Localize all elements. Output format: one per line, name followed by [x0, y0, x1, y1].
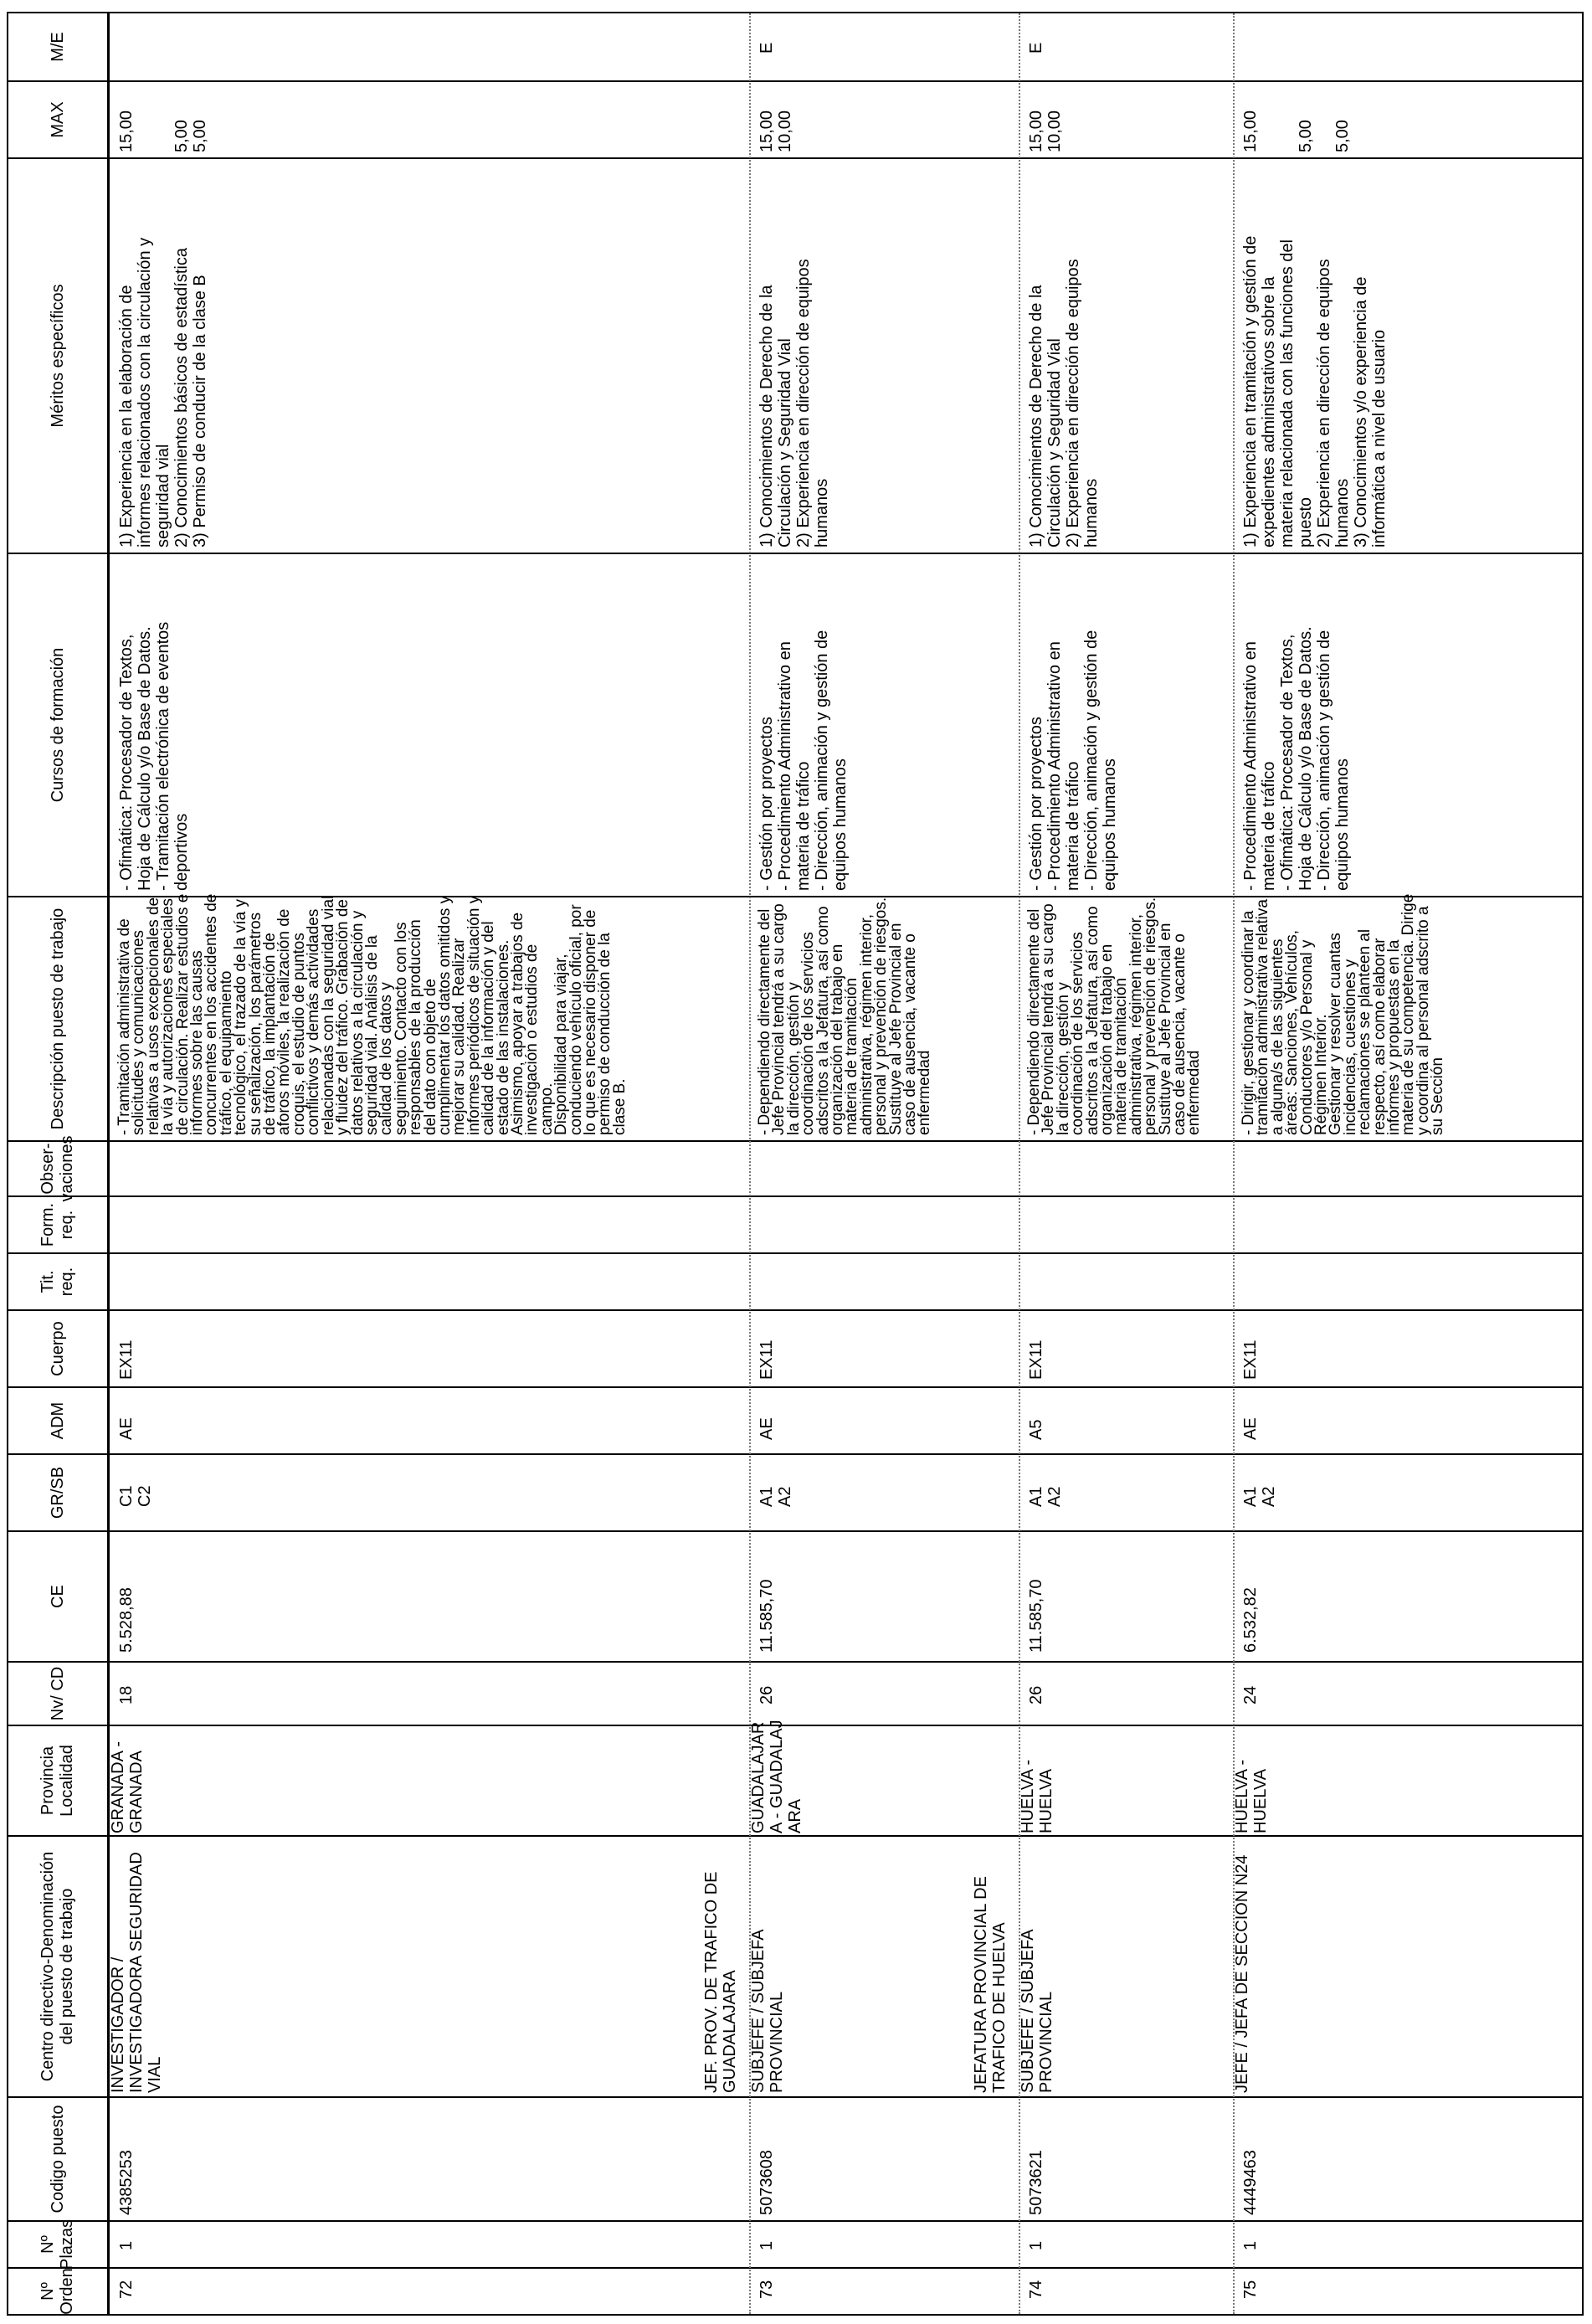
header-grsb: GR/SB: [8, 1453, 107, 1530]
plazas-cell: 1: [117, 2240, 136, 2250]
plazas-cell: 1: [1241, 2240, 1260, 2250]
grsb-cell: A1 A2: [1241, 1486, 1278, 1507]
max-cell: 15,00 10,00: [1027, 110, 1064, 152]
column-rule: [107, 157, 1582, 159]
column-rule: [107, 1386, 1582, 1388]
codigo-cell: 4449463: [1241, 2150, 1260, 2215]
plazas-cell: 1: [757, 2240, 776, 2250]
ce-cell: 5.528,88: [117, 1587, 136, 1653]
provincia-cell: GRANADA - GRANADA: [109, 1740, 146, 1833]
centro-cell: SUBJEFE / SUBJEFA PROVINCIAL: [749, 1929, 786, 2093]
codigo-cell: 5073608: [757, 2150, 776, 2215]
me-cell: E: [1027, 42, 1045, 54]
cursos-cell: - Gestión por proyectos - Procedimiento Administrativo en materia de tráfico - Dirección, animación y gestión de equipos humanos: [1027, 630, 1119, 891]
header-max: MAX: [8, 80, 107, 157]
header-adm: ADM: [8, 1386, 107, 1453]
adm-cell: AE: [1241, 1417, 1260, 1440]
descripcion-cell: - Tramitación administrativa de solicitudes y comunicaciones relativas a usos excepcionales de la vía y autorizaciones especiales de circulación. Realizar estudios e informes sobre las causas concurrentes en los accidentes de tráfico, el equipamiento tecnológico, el trazado de la vía y su señalización, los parámetros de tráfico, la implantación de aforos móviles, la realización de croquis, el estudio de puntos conflictivos y demás actividades relacionadas con la seguridad vial y fluidez del tráfico. Grabación de datos relativos a la circulación y seguridad vial. Análisis de la calidad de los datos y seguimiento. Contacto con los responsables de la producción del dato con objeto de cumplimentar los datos omitidos y mejorar su calidad. Realizar informes periódicos de situación y calidad de la información y del estado de las instalaciones. Asimismo, apoyar a trabajos de investigación o estudios de campo. Disponibilidad para viajar, conduciendo vehículo oficial, por lo que es necesario disponer de permiso de conducción de la clase B.: [116, 893, 629, 1135]
nivel-cell: 24: [1241, 1685, 1260, 1704]
centro-cell: INVESTIGADOR / INVESTIGADORA SEGURIDAD VIAL: [109, 1852, 164, 2093]
ce-cell: 6.532,82: [1241, 1587, 1260, 1653]
descripcion-cell: - Dependiendo directamente del Jefe Provincial tendrá a su cargo la dirección, gestión y coordinación de los servicios adscritos a la Jefatura, así como organización del trabajo en materia de tramitación administrativa, régimen interior, personal y prevención de riesgos. Sustituye al Jefe Provincial en caso de ausencia, vacante o enfermedad: [1025, 897, 1204, 1135]
column-rule: [107, 1725, 1582, 1726]
header-descripcion: Descripción puesto de trabajo: [8, 896, 107, 1140]
header-centro: Centro directivo-Denominación del puesto de trabajo: [8, 1835, 107, 2096]
me-cell: E: [757, 42, 776, 54]
column-rule: [107, 1195, 1582, 1197]
orden-cell: 75: [1241, 2280, 1260, 2299]
grsb-cell: C1 C2: [117, 1485, 154, 1507]
column-rule: [107, 1661, 1582, 1663]
column-rule: [107, 1530, 1582, 1532]
meritos-cell: 1) Conocimientos de Derecho de la Circulación y Seguridad Vial 2) Experiencia en dirección de equipos humanos: [1027, 259, 1101, 548]
column-rule: [107, 1309, 1582, 1311]
centro-header-cell: JEF. PROV. DE TRAFICO DE GUADALAJARA: [702, 1871, 739, 2093]
orden-cell: 73: [757, 2280, 776, 2299]
column-rule: [107, 553, 1582, 554]
ce-cell: 11.585,70: [1027, 1579, 1045, 1653]
centro-cell: SUBJEFE / SUBJEFA PROVINCIAL: [1019, 1929, 1055, 2093]
centro-cell: JEFE / JEFA DE SECCION N24: [1233, 1854, 1251, 2093]
ce-cell: 11.585,70: [757, 1579, 776, 1653]
header-plazas: Nº Plazas: [8, 2220, 107, 2267]
header-me: M/E: [48, 32, 67, 62]
orden-cell: 74: [1027, 2280, 1045, 2299]
nivel-cell: 18: [117, 1685, 136, 1704]
max-cell: 15,00 5,00 5,00: [117, 110, 209, 152]
grsb-cell: A1 A2: [1027, 1486, 1064, 1507]
cursos-cell: - Gestión por proyectos - Procedimiento Administrativo en materia de tráfico - Dirección, animación y gestión de equipos humanos: [757, 630, 850, 891]
provincia-cell: HUELVA - HUELVA: [1019, 1759, 1055, 1833]
descripcion-cell: - Dependiendo directamente del Jefe Provincial tendrá a su cargo la dirección, gestión y coordinación de los servicios adscritos a la Jefatura, así como organización del trabajo en materia de tramitación administrativa, régimen interior, personal y prevención de riesgos. Sustituye al Jefe Provincial en caso de ausencia, vacante o enfermedad: [756, 897, 934, 1135]
job-table: [7, 12, 1584, 2316]
nivel-cell: 26: [757, 1685, 776, 1704]
cuerpo-cell: EX11: [1027, 1339, 1045, 1380]
max-cell: 15,00 5,00 5,00: [1241, 110, 1352, 152]
cuerpo-cell: EX11: [1241, 1339, 1260, 1380]
codigo-cell: 5073621: [1027, 2150, 1045, 2215]
cursos-cell: - Ofimática: Procesador de Textos, Hoja de Cálculo y/o Base de Datos. - Tramitación electrónica de eventos deportivos: [117, 621, 191, 891]
cuerpo-cell: EX11: [757, 1339, 776, 1380]
header-meritos: Méritos específicos: [8, 157, 107, 553]
grsb-cell: A1 A2: [757, 1486, 794, 1507]
adm-cell: AE: [117, 1417, 136, 1440]
header-orden: Nº Orden: [8, 2267, 107, 2314]
header-cuerpo: Cuerpo: [8, 1309, 107, 1386]
header-cursos: Cursos de formación: [8, 553, 107, 896]
provincia-cell: HUELVA - HUELVA: [1233, 1759, 1270, 1833]
codigo-cell: 4385253: [117, 2150, 136, 2215]
centro-header-cell: JEFATURA PROVINCIAL DE TRAFICO DE HUELVA: [972, 1876, 1009, 2093]
descripcion-cell: - Dirigir, gestionar y coordinar la tramitación administrativa relativa a alguna/s de las siguientes áreas: Sanciones, Vehículos, Conductores y/o Personal y Régimen Interior. Gestionar y resolver cuantas incidencias, cuestiones y reclamaciones se planteen al respecto, así como elaborar informes y propuestas en la materia de su competencia. Dirige y coordina al personal adscrito a su Sección: [1240, 893, 1447, 1135]
orden-cell: 72: [117, 2280, 136, 2299]
column-rule: [107, 1140, 1582, 1142]
provincia-cell: GUADALAJAR A - GUADALAJ ARA: [749, 1720, 804, 1833]
nivel-cell: 26: [1027, 1685, 1045, 1704]
header-codigo: Codigo puesto: [8, 2096, 107, 2220]
column-rule: [107, 1835, 1582, 1837]
meritos-cell: 1) Conocimientos de Derecho de la Circulación y Seguridad Vial 2) Experiencia en dirección de equipos humanos: [757, 259, 831, 548]
column-rule: [107, 2096, 1582, 2098]
column-rule: [107, 80, 1582, 82]
cursos-cell: - Procedimiento Administrativo en materia de tráfico - Ofimática: Procesador de Textos, Hoja de Cálculo y/o Base de Datos. - Dirección, animación y gestión de equipos humanos: [1241, 626, 1352, 891]
meritos-cell: 1) Experiencia en tramitación y gestión de expedientes administrativos sobre la materia relacionada con las funciones del puesto 2) Experiencia en dirección de equipos humanos 3) Conocimientos y/o experiencia de informática a nivel de usuario: [1241, 235, 1389, 548]
meritos-cell: 1) Experiencia en la elaboración de informes relacionados con la circulación y seguridad vial 2) Conocimientos básicos de estadística 3) Permiso de conducir de la clase B: [117, 237, 209, 548]
plazas-cell: 1: [1027, 2240, 1045, 2250]
column-rule: [107, 1252, 1582, 1254]
cuerpo-cell: EX11: [117, 1339, 136, 1380]
header-nivel: Nv/ CD: [8, 1661, 107, 1725]
column-rule: [107, 1453, 1582, 1455]
header-form: Form. req.: [8, 1195, 107, 1252]
header-tit: Tit. req.: [8, 1252, 107, 1309]
header-obs: Obser-vaciones: [8, 1140, 107, 1195]
max-cell: 15,00 10,00: [757, 110, 794, 152]
header-provincia: Provincia Localidad: [8, 1725, 107, 1835]
header-ce: CE: [8, 1530, 107, 1661]
column-rule: [107, 2267, 1582, 2269]
column-rule: [107, 2220, 1582, 2222]
adm-cell: A5: [1027, 1419, 1045, 1440]
adm-cell: AE: [757, 1417, 776, 1440]
